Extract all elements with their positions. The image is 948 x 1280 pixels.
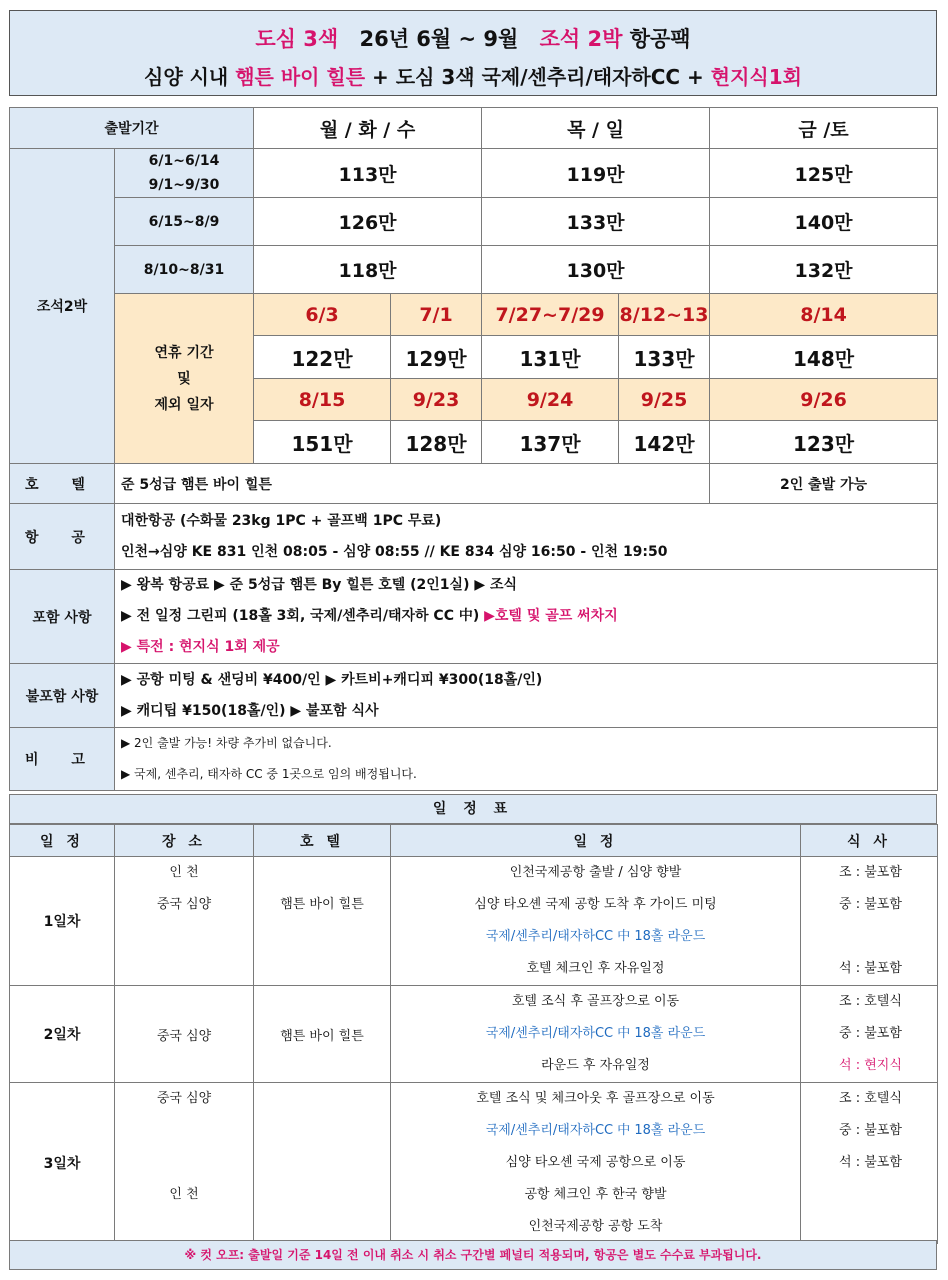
schedule-item: 인천국제공항 출발 / 심양 향발 bbox=[509, 865, 682, 880]
period-dates: 6/15~8/9 bbox=[115, 198, 254, 246]
schedule-item: 국제/센추리/태자하CC 中 18홀 라운드 bbox=[485, 929, 706, 944]
holiday-price: 123만 bbox=[710, 421, 938, 464]
schedule-day-row bbox=[10, 986, 938, 1083]
schedule-item: 국제/센추리/태자하CC 中 18홀 라운드 bbox=[485, 1123, 706, 1138]
holiday-label bbox=[115, 294, 254, 464]
note-row bbox=[10, 728, 938, 791]
holiday-date: 7/27~7/29 bbox=[482, 294, 619, 336]
holiday-date: 9/26 bbox=[710, 379, 938, 421]
meal bbox=[839, 1211, 937, 1243]
meal: 중 : 불포함 bbox=[839, 1123, 902, 1138]
schedule-header: 호 텔 bbox=[254, 825, 391, 857]
holiday-price: 122만 bbox=[254, 336, 391, 379]
flight-schedule: 인천→심양 KE 831 인천 08:05 - 심양 08:55 // KE 834 심양 16:50 - 인천 19:50 bbox=[121, 543, 668, 560]
day-items bbox=[391, 1083, 801, 1244]
period-row bbox=[10, 246, 938, 294]
exclude-line: ▶ 캐디팁 ¥150(18홀/인) ▶ 불포함 식사 bbox=[121, 702, 379, 719]
note-label: 비 고 bbox=[10, 728, 115, 791]
include-label: 포함 사항 bbox=[10, 570, 115, 664]
schedule-item: 호텔 조식 후 골프장으로 이동 bbox=[511, 994, 680, 1009]
holiday-price: 151만 bbox=[254, 421, 391, 464]
price-cell: 118만 bbox=[254, 246, 482, 294]
day-label: 2일차 bbox=[10, 986, 115, 1083]
holiday-date: 8/15 bbox=[254, 379, 391, 421]
price-cell: 119만 bbox=[482, 149, 710, 198]
schedule-item: 호텔 체크인 후 자유일정 bbox=[526, 961, 665, 976]
pricing-table bbox=[9, 107, 938, 791]
holiday-label-line: 및 bbox=[177, 370, 191, 387]
place bbox=[115, 1211, 253, 1243]
price-cell: 126만 bbox=[254, 198, 482, 246]
day-hotel bbox=[254, 857, 391, 986]
include-details bbox=[115, 570, 938, 664]
cutoff-notice: ※ 컷 오프: 출발일 기준 14일 전 이내 취소 시 취소 구간별 페널티 적용되며, 항공은 별도 수수료 부과됩니다. bbox=[9, 1240, 937, 1270]
schedule-header-row bbox=[10, 825, 938, 857]
hotel-name: 햄튼 바이 힐튼 bbox=[254, 986, 391, 1083]
hotel-label: 호 텔 bbox=[10, 464, 115, 504]
holiday-price: 137만 bbox=[482, 421, 619, 464]
include-benefit: ▶ 특전 : 현지식 1회 제공 bbox=[121, 639, 280, 655]
day-meals bbox=[801, 986, 938, 1083]
place: 인 천 bbox=[169, 865, 199, 880]
pricing-header-row bbox=[10, 108, 938, 149]
hotel-name: 햄튼 바이 힐튼 bbox=[280, 897, 364, 912]
flight-airline: 대한항공 (수화물 23kg 1PC + 골프백 1PC 무료) bbox=[121, 512, 442, 529]
title-period: 26년 6월 ~ 9월 bbox=[359, 27, 519, 51]
place: 중국 심양 bbox=[156, 1091, 212, 1106]
schedule-header: 일 정 bbox=[391, 825, 801, 857]
holiday-date-row bbox=[10, 294, 938, 336]
holiday-price: 148만 bbox=[710, 336, 938, 379]
header-days-2: 목 / 일 bbox=[482, 108, 710, 149]
exclude-details bbox=[115, 664, 938, 728]
holiday-label-line: 제외 일자 bbox=[154, 396, 214, 413]
place: 중국 심양 bbox=[156, 897, 212, 912]
hotel-value: 준 5성급 햄튼 바이 힐튼 bbox=[115, 464, 710, 504]
schedule-title: 일 정 표 bbox=[9, 794, 937, 824]
schedule-day-row bbox=[10, 857, 938, 986]
meal: 조 : 호텔식 bbox=[839, 994, 902, 1009]
place: 중국 심양 bbox=[115, 986, 254, 1083]
title-region: 도심 3색 bbox=[255, 27, 339, 51]
meal bbox=[839, 921, 937, 953]
exclude-label: 불포함 사항 bbox=[10, 664, 115, 728]
holiday-date: 9/23 bbox=[391, 379, 482, 421]
schedule-table bbox=[9, 824, 938, 1244]
schedule-item: 라운드 후 자유일정 bbox=[541, 1058, 650, 1073]
holiday-date: 8/14 bbox=[710, 294, 938, 336]
period-date: 6/1~6/14 bbox=[148, 153, 220, 169]
meal: 중 : 불포함 bbox=[839, 897, 902, 912]
hotel-row bbox=[10, 464, 938, 504]
holiday-price: 128만 bbox=[391, 421, 482, 464]
flight-row bbox=[10, 504, 938, 570]
title-city: 심양 시내 bbox=[144, 65, 229, 89]
title-hotel: 햄튼 바이 힐튼 bbox=[235, 65, 366, 89]
title-meal: 현지식1회 bbox=[710, 65, 802, 89]
day-label: 3일차 bbox=[10, 1083, 115, 1244]
price-cell: 133만 bbox=[482, 198, 710, 246]
note-line: ▶ 2인 출발 가능! 차량 추가비 없습니다. bbox=[121, 736, 332, 750]
holiday-date: 7/1 bbox=[391, 294, 482, 336]
include-greenfee: ▶ 전 일정 그린피 (18홀 3회, 국제/센추리/태자하 CC 中) bbox=[121, 608, 485, 624]
note-details bbox=[115, 728, 938, 791]
header-days-3: 금 /토 bbox=[710, 108, 938, 149]
holiday-price: 129만 bbox=[391, 336, 482, 379]
exclude-line: ▶ 공항 미팅 & 샌딩비 ¥400/인 ▶ 카트비+캐디피 ¥300(18홀/인) bbox=[121, 671, 543, 688]
price-cell: 125만 bbox=[710, 149, 938, 198]
day-hotel bbox=[254, 1083, 391, 1244]
place bbox=[115, 1147, 253, 1179]
include-row bbox=[10, 570, 938, 664]
price-cell: 140만 bbox=[710, 198, 938, 246]
title-courses: + 도심 3색 국제/센추리/태자하CC + bbox=[372, 65, 704, 89]
holiday-price: 133만 bbox=[619, 336, 710, 379]
title-box bbox=[9, 10, 937, 96]
schedule-item: 심양 타오셴 국제 공항으로 이동 bbox=[505, 1155, 686, 1170]
day-places bbox=[115, 857, 254, 986]
exclude-row bbox=[10, 664, 938, 728]
header-period-label: 출발기간 bbox=[10, 108, 254, 149]
holiday-date: 9/24 bbox=[482, 379, 619, 421]
title-line-1 bbox=[10, 23, 936, 53]
holiday-date: 9/25 bbox=[619, 379, 710, 421]
schedule-header: 식 사 bbox=[801, 825, 938, 857]
schedule-header: 장 소 bbox=[115, 825, 254, 857]
meal: 석 : 현지식 bbox=[839, 1058, 902, 1073]
holiday-label-line: 연휴 기간 bbox=[154, 344, 214, 361]
schedule-item: 호텔 조식 및 체크아웃 후 골프장으로 이동 bbox=[476, 1091, 715, 1106]
meal: 중 : 불포함 bbox=[839, 1026, 902, 1041]
meal: 조 : 불포함 bbox=[839, 865, 902, 880]
schedule-item: 국제/센추리/태자하CC 中 18홀 라운드 bbox=[485, 1026, 706, 1041]
schedule-header: 일 정 bbox=[10, 825, 115, 857]
period-dates: 8/10~8/31 bbox=[115, 246, 254, 294]
meal: 석 : 불포함 bbox=[839, 961, 902, 976]
meal: 석 : 불포함 bbox=[839, 1155, 902, 1170]
price-cell: 113만 bbox=[254, 149, 482, 198]
period-row bbox=[10, 198, 938, 246]
schedule-day-row bbox=[10, 1083, 938, 1244]
meal: 조 : 호텔식 bbox=[839, 1091, 902, 1106]
note-line: ▶ 국제, 센추리, 태자하 CC 중 1곳으로 임의 배정됩니다. bbox=[121, 767, 417, 781]
schedule-item: 인천국제공항 공항 도착 bbox=[528, 1219, 663, 1234]
header-days-1: 월 / 화 / 수 bbox=[254, 108, 482, 149]
holiday-date: 6/3 bbox=[254, 294, 391, 336]
include-line: ▶ 왕복 항공료 ▶ 준 5성급 햄튼 By 힐튼 호텔 (2인1실) ▶ 조식 bbox=[121, 577, 518, 593]
meal bbox=[839, 1179, 937, 1211]
schedule-item: 공항 체크인 후 한국 향발 bbox=[524, 1187, 667, 1202]
schedule-item: 심양 타오셴 국제 공항 도착 후 가이드 미팅 bbox=[474, 897, 717, 912]
day-places bbox=[115, 1083, 254, 1244]
place: 인 천 bbox=[169, 1187, 199, 1202]
title-package: 조석 2박 bbox=[539, 27, 623, 51]
title-line-2 bbox=[10, 61, 936, 90]
holiday-price: 131만 bbox=[482, 336, 619, 379]
price-cell: 130만 bbox=[482, 246, 710, 294]
price-cell: 132만 bbox=[710, 246, 938, 294]
day-label: 1일차 bbox=[10, 857, 115, 986]
place bbox=[115, 1115, 253, 1147]
hotel-note: 2인 출발 가능 bbox=[710, 464, 938, 504]
period-dates bbox=[115, 149, 254, 198]
day-items bbox=[391, 986, 801, 1083]
period-date: 9/1~9/30 bbox=[148, 177, 220, 193]
flight-label: 항 공 bbox=[10, 504, 115, 570]
day-meals bbox=[801, 857, 938, 986]
day-items bbox=[391, 857, 801, 986]
holiday-date: 8/12~13 bbox=[619, 294, 710, 336]
flight-details bbox=[115, 504, 938, 570]
day-meals bbox=[801, 1083, 938, 1244]
include-line bbox=[121, 601, 937, 632]
holiday-price: 142만 bbox=[619, 421, 710, 464]
title-type: 항공팩 bbox=[629, 27, 691, 51]
include-surcharge: ▶호텔 및 골프 써차지 bbox=[484, 608, 618, 624]
period-row bbox=[10, 149, 938, 198]
package-label: 조석2박 bbox=[10, 149, 115, 464]
